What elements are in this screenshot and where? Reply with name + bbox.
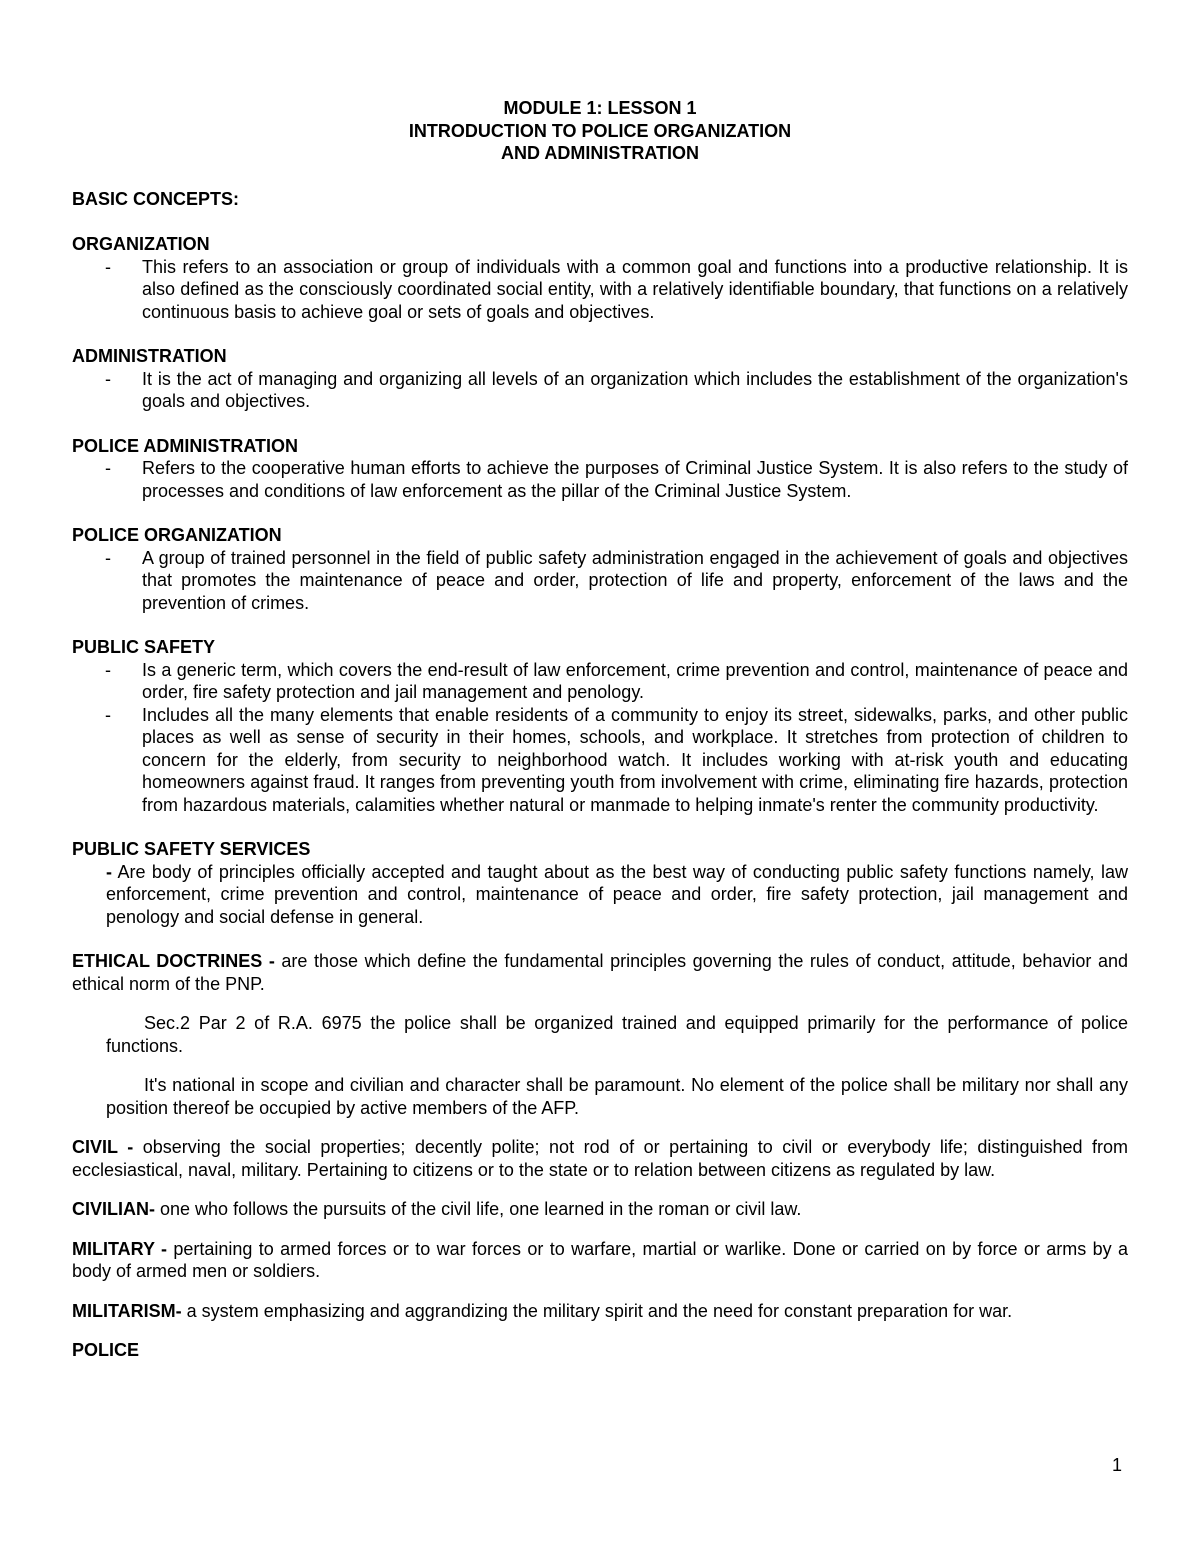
module-title: MODULE 1: LESSON 1 [503,98,697,118]
section-heading: POLICE ORGANIZATION [72,525,282,545]
list-item [72,704,1128,817]
section-heading: PUBLIC SAFETY SERVICES [72,839,311,859]
police-heading: POLICE [72,1340,140,1360]
civil-definition [72,1136,1128,1181]
civilian-definition [72,1198,1128,1221]
definition-text: pertaining to armed forces or to war forces or to warfare, martial or warlike. Done or carried on by force or arms by a body of armed men or soldiers. [72,1238,1128,1281]
list-item-text: Refers to the cooperative human efforts to achieve the purposes of Criminal Justice System. It is also refers to the study of processes and conditions of law enforcement as the pillar of the Criminal Justice System. [142,458,1128,501]
services-text: Are body of principles officially accepted and taught about as the best way of conducting public safety functions namely, law enforcement, crime prevention and control, maintenance of peace and order, fire safety protection, jail management and penology and social defense in general. [106,861,1128,927]
sec2-paragraph: Sec.2 Par 2 of R.A. 6975 the police shall be organized trained and equipped primarily for the performance of police functions. [106,1013,1128,1056]
list-item-text: It is the act of managing and organizing all levels of an organization which includes the establishment of the organization's goals and objectives. [142,368,1128,411]
definition-text: one who follows the pursuits of the civil life, one learned in the roman or civil law. [160,1199,802,1219]
section-police-organization [72,524,1128,614]
dash-bullet: - [105,256,111,277]
section-heading: POLICE ADMINISTRATION [72,435,298,456]
section-public-safety-services [72,838,1128,928]
definition-term: CIVIL - [72,1137,134,1157]
lesson-subtitle: AND ADMINISTRATION [501,143,699,163]
list-item [72,368,1128,413]
document-page [72,97,1128,1362]
list-item-text: A group of trained personnel in the field of public safety administration engaged in the achievement of goals and objectives that promotes the maintenance of peace and order, protection of life and property, enforcement of the laws and the prevention of crimes. [142,547,1128,613]
militarism-definition [72,1300,1128,1323]
list-item-text: Includes all the many elements that enable residents of a community to enjoy its street, sidewalks, parks, and other public places as well as sense of security in their homes, schools, and workplace. It stretches from protection of children to concern for the elderly, from security to neighborhood watch. It includes working with at-risk youth and educating homeowners against fraud. It ranges from preventing youth from involvement with crime, eliminating fire hazards, protection from hazardous materials, calamities whether natural or manmade to helping inmate's renter the community productivity. [142,704,1128,815]
section-heading: ADMINISTRATION [72,346,227,366]
list-item [72,659,1128,704]
dash-bullet: - [105,458,111,478]
list-item [72,256,1128,324]
dash-bullet: - [106,861,112,882]
definition-term: CIVILIAN- [72,1199,155,1219]
basic-concepts-heading: BASIC CONCEPTS: [72,188,240,209]
list-item-text: This refers to an association or group of individuals with a common goal and functions into a productive relationship. It is also defined as the consciously coordinated social entity, with a relatively identifiable boundary, that functions on a relatively continuous basis to achieve goal or sets of goals and objectives. [142,256,1128,322]
dash-bullet: - [105,659,111,680]
definition-term: MILITARY - [72,1238,168,1259]
list-item [72,457,1128,502]
section-organization [72,233,1128,323]
list-item-text: Is a generic term, which covers the end-result of law enforcement, crime prevention and control, maintenance of peace and order, fire safety protection and jail management and penology. [142,659,1128,702]
definition-term: MILITARISM- [72,1300,182,1321]
lesson-title: INTRODUCTION TO POLICE ORGANIZATION [408,120,792,141]
military-definition [72,1238,1128,1283]
services-paragraph [72,861,1128,929]
national-scope-paragraph: It's national in scope and civilian and character shall be paramount. No element of the police shall be military nor shall any position thereof be occupied by active members of the AFP. [106,1075,1128,1118]
definition-text: a system emphasizing and aggrandizing the military spirit and the need for constant preparation for war. [186,1300,1013,1321]
section-administration [72,345,1128,413]
section-heading: PUBLIC SAFETY [72,637,216,657]
dash-bullet: - [105,704,111,725]
list-item [72,547,1128,615]
section-public-safety [72,636,1128,816]
ethical-doctrines-paragraph [72,950,1128,995]
page-number: 1 [1112,1455,1123,1475]
definition-text: are those which define the fundamental principles governing the rules of conduct, attitude, behavior and ethical norm of the PNP. [72,951,1128,994]
dash-bullet: - [105,547,111,568]
section-heading: ORGANIZATION [72,234,210,254]
definition-text: observing the social properties; decently polite; not rod of or pertaining to civil or everybody life; distinguished from ecclesiastical, naval, military. Pertaining to citizens or to the state or to relation between citizens as regulated by law. [72,1137,1129,1180]
section-police-administration [72,435,1128,503]
definition-term: ETHICAL DOCTRINES - [72,951,275,971]
dash-bullet: - [105,368,111,389]
